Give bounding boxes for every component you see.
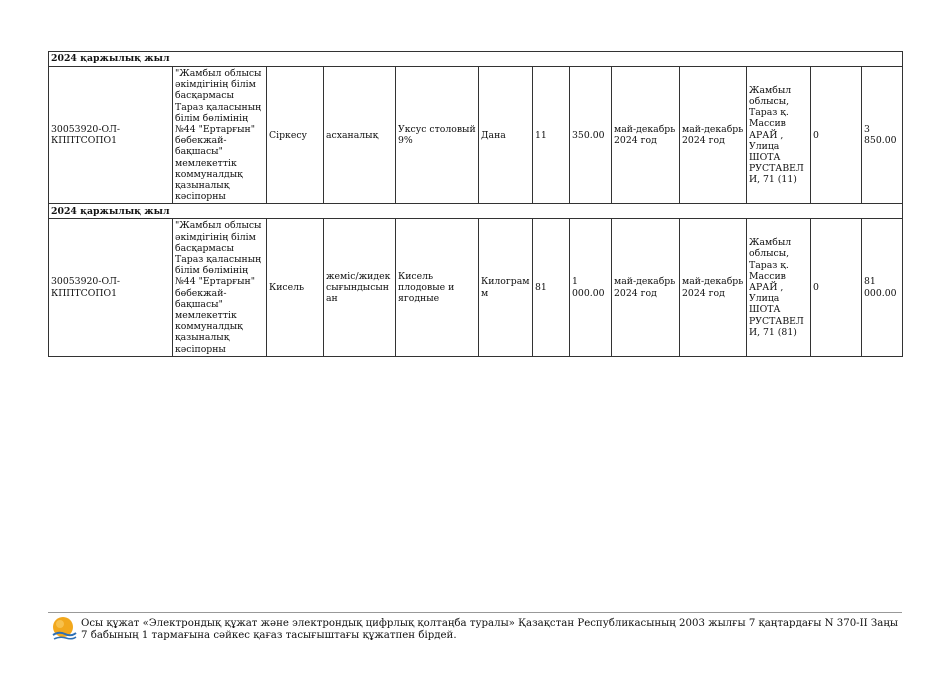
advance-cell: 0	[811, 219, 862, 356]
table-row	[49, 67, 903, 204]
delivery-address-cell: Жамбыл облысы, Тараз қ. Массив АРАЙ , Улица ШОТА РУСТАВЕЛИ, 71 (81)	[747, 219, 811, 356]
section-year-row	[49, 204, 903, 219]
category-cell: жеміс/жидек сығындысынан	[324, 219, 396, 356]
unit-cell: Дана	[479, 67, 533, 204]
e-gov-sun-logo-icon	[51, 616, 77, 642]
quantity-cell: 81	[533, 219, 570, 356]
item-name-cell: Сіркесу	[267, 67, 324, 204]
plan-code-cell: 30053920-ОЛ-КППТСОПО1	[49, 219, 173, 356]
unit-cell: Килограмм	[479, 219, 533, 356]
period-end-cell: май-декабрь 2024 год	[680, 67, 747, 204]
total-cell: 81 000.00	[862, 219, 903, 356]
period-end-cell: май-декабрь 2024 год	[680, 219, 747, 356]
description-cell: Кисель плодовые и ягодные	[396, 219, 479, 356]
organization-cell: "Жамбыл облысы әкімдігінің білім басқармасы Тараз қаласының білім бөлімінің №44 "Ертарғын" бөбекжай-бақшасы" мемлекеттік коммуналдық қазыналық кәсіпорны	[173, 219, 267, 356]
price-cell: 1 000.00	[570, 219, 612, 356]
period-start-cell: май-декабрь 2024 год	[612, 219, 680, 356]
item-name-cell: Кисель	[267, 219, 324, 356]
table-row	[49, 219, 903, 356]
fiscal-year-label: 2024 қаржылық жыл	[49, 204, 903, 219]
legal-notice-text: Осы құжат «Электрондық құжат және электрондық цифрлық қолтаңба туралы» Қазақстан Республикасының 2003 жылғы 7 қаңтардағы N 370-II Заңы 7 бабының 1 тармағына сәйкес қағаз тасығыштағы құжатпен бірдей.	[81, 618, 898, 642]
delivery-address-cell: Жамбыл облысы, Тараз қ. Массив АРАЙ , Улица ШОТА РУСТАВЕЛИ, 71 (11)	[747, 67, 811, 204]
fiscal-year-label: 2024 қаржылық жыл	[49, 52, 903, 67]
price-cell: 350.00	[570, 67, 612, 204]
legal-footer	[48, 612, 902, 642]
quantity-cell: 11	[533, 67, 570, 204]
category-cell: асханалық	[324, 67, 396, 204]
organization-cell: "Жамбыл облысы әкімдігінің білім басқармасы Тараз қаласының білім бөлімінің №44 "Ертарғын" бөбекжай-бақшасы" мемлекеттік коммуналдық қазыналық кәсіпорны	[173, 67, 267, 204]
section-year-row	[49, 52, 903, 67]
procurement-plan-table	[48, 51, 903, 357]
period-start-cell: май-декабрь 2024 год	[612, 67, 680, 204]
plan-code-cell: 30053920-ОЛ-КППТСОПО1	[49, 67, 173, 204]
description-cell: Уксус столовый 9%	[396, 67, 479, 204]
advance-cell: 0	[811, 67, 862, 204]
total-cell: 3 850.00	[862, 67, 903, 204]
